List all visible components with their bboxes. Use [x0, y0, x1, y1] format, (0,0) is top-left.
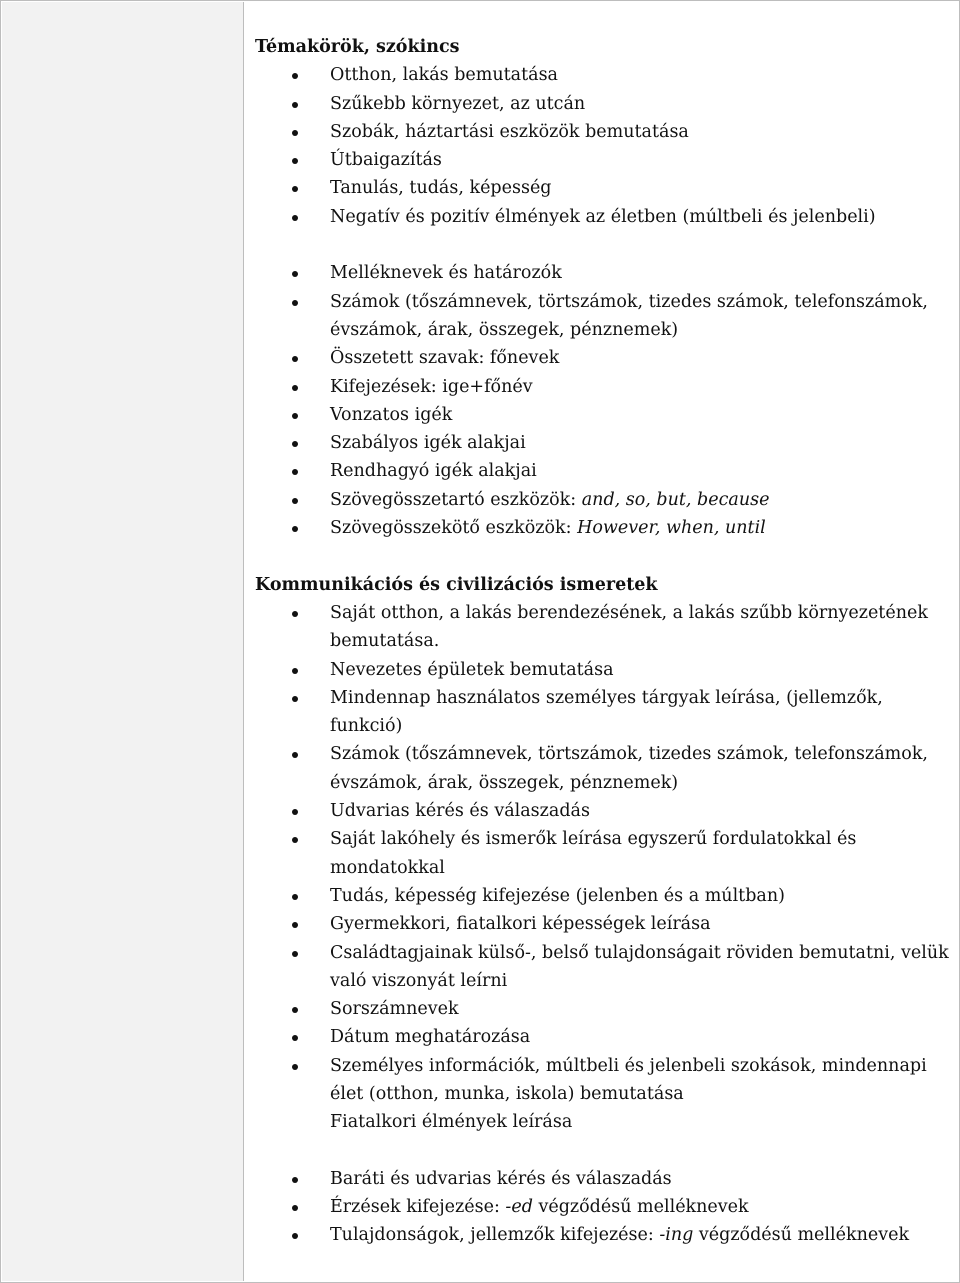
- bullet-icon: [292, 1064, 298, 1070]
- list-item: Saját otthon, a lakás berendezésének, a lakás szűbb környezetének bemutatása.: [255, 599, 950, 656]
- list-item: Útbaigazítás: [255, 146, 950, 174]
- bullet-icon: [292, 1233, 298, 1239]
- bullet-icon: [292, 668, 298, 674]
- bullet-icon: [292, 271, 298, 277]
- bullet-icon: [292, 385, 298, 391]
- list-item: Baráti és udvarias kérés és válaszadás: [255, 1165, 950, 1193]
- bullet-icon: [292, 922, 298, 928]
- bullet-icon: [292, 951, 298, 957]
- list-item: Kifejezések: ige+főnév: [255, 373, 950, 401]
- spacer: [255, 1137, 950, 1165]
- list-item: Vonzatos igék: [255, 401, 950, 429]
- list-item-ing: Tulajdonságok, jellemzők kifejezése: -ing végződésű melléknevek: [255, 1221, 950, 1249]
- bullet-icon: [292, 441, 298, 447]
- bullet-icon: [292, 809, 298, 815]
- list-item: Számok (tőszámnevek, törtszámok, tizedes számok, telefonszámok, évszámok, árak, összegek, pénznemek): [255, 740, 950, 797]
- list-item: Családtagjainak külső-, belső tulajdonságait röviden bemutatni, velük való viszonyát leírni: [255, 939, 950, 996]
- bullet-icon: [292, 158, 298, 164]
- list-item: Szűkebb környezet, az utcán: [255, 90, 950, 118]
- list-item-linkers: Szövegösszekötő eszközök: However, when, until: [255, 514, 950, 542]
- bullet-icon: [292, 186, 298, 192]
- bullet-icon: [292, 894, 298, 900]
- topics-list-1: [255, 61, 950, 231]
- bullet-icon: [292, 526, 298, 532]
- list-item-ed: Érzések kifejezése: -ed végződésű melléknevek: [255, 1193, 950, 1221]
- list-item: Tanulás, tudás, képesség: [255, 174, 950, 202]
- bullet-icon: [292, 102, 298, 108]
- list-item: Személyes információk, múltbeli és jelenbeli szokások, mindennapi élet (otthon, munka, iskola) bemutatása: [255, 1052, 950, 1109]
- list-item: Tudás, képesség kifejezése (jelenben és a múltban): [255, 882, 950, 910]
- list-item: Gyermekkori, fiatalkori képességek leírása: [255, 910, 950, 938]
- spacer: [255, 231, 950, 259]
- bullet-icon: [292, 215, 298, 221]
- content-cell: [255, 33, 950, 1250]
- list-item: Szobák, háztartási eszközök bemutatása: [255, 118, 950, 146]
- list-item-connectors: Szövegösszetartó eszközök: and, so, but, because: [255, 486, 950, 514]
- list-item-continuation: Fiatalkori élmények leírása: [330, 1112, 573, 1133]
- list-item: Sorszámnevek: [255, 995, 950, 1023]
- bullet-icon: [292, 469, 298, 475]
- bullet-icon: [292, 1035, 298, 1041]
- bullet-icon: [292, 300, 298, 306]
- list-item: Rendhagyó igék alakjai: [255, 457, 950, 485]
- bullet-icon: [292, 1177, 298, 1183]
- bullet-icon: [292, 130, 298, 136]
- spacer: [255, 542, 950, 570]
- communication-list: [255, 599, 950, 1137]
- bullet-icon: [292, 837, 298, 843]
- list-item: Nevezetes épületek bemutatása: [255, 656, 950, 684]
- bullet-icon: [292, 752, 298, 758]
- list-item: Saját lakóhely és ismerők leírása egyszerű fordulatokkal és mondatokkal: [255, 825, 950, 882]
- communication-list-2: [255, 1165, 950, 1250]
- bullet-icon: [292, 611, 298, 617]
- list-item: Melléknevek és határozók: [255, 259, 950, 287]
- list-item: Dátum meghatározása: [255, 1023, 950, 1051]
- bullet-icon: [292, 498, 298, 504]
- list-item: Negatív és pozitív élmények az életben (múltbeli és jelenbeli): [255, 203, 950, 231]
- topics-list-2: [255, 259, 950, 542]
- list-item: Számok (tőszámnevek, törtszámok, tizedes számok, telefonszámok, évszámok, árak, összegek, pénznemek): [255, 288, 950, 345]
- bullet-icon: [292, 696, 298, 702]
- bullet-icon: [292, 356, 298, 362]
- list-item: Szabályos igék alakjai: [255, 429, 950, 457]
- list-item: Udvarias kérés és válaszadás: [255, 797, 950, 825]
- list-item: Otthon, lakás bemutatása: [255, 61, 950, 89]
- list-item: Mindennap használatos személyes tárgyak leírása, (jellemzők, funkció): [255, 684, 950, 741]
- bullet-icon: [292, 1007, 298, 1013]
- bullet-icon: [292, 1205, 298, 1211]
- topics-heading: Témakörök, szókincs: [255, 37, 460, 57]
- bullet-icon: [292, 413, 298, 419]
- left-column-cell: [2, 2, 244, 1281]
- bullet-icon: [292, 73, 298, 79]
- communication-heading: Kommunikációs és civilizációs ismeretek: [255, 574, 658, 595]
- list-item: Összetett szavak: főnevek: [255, 344, 950, 372]
